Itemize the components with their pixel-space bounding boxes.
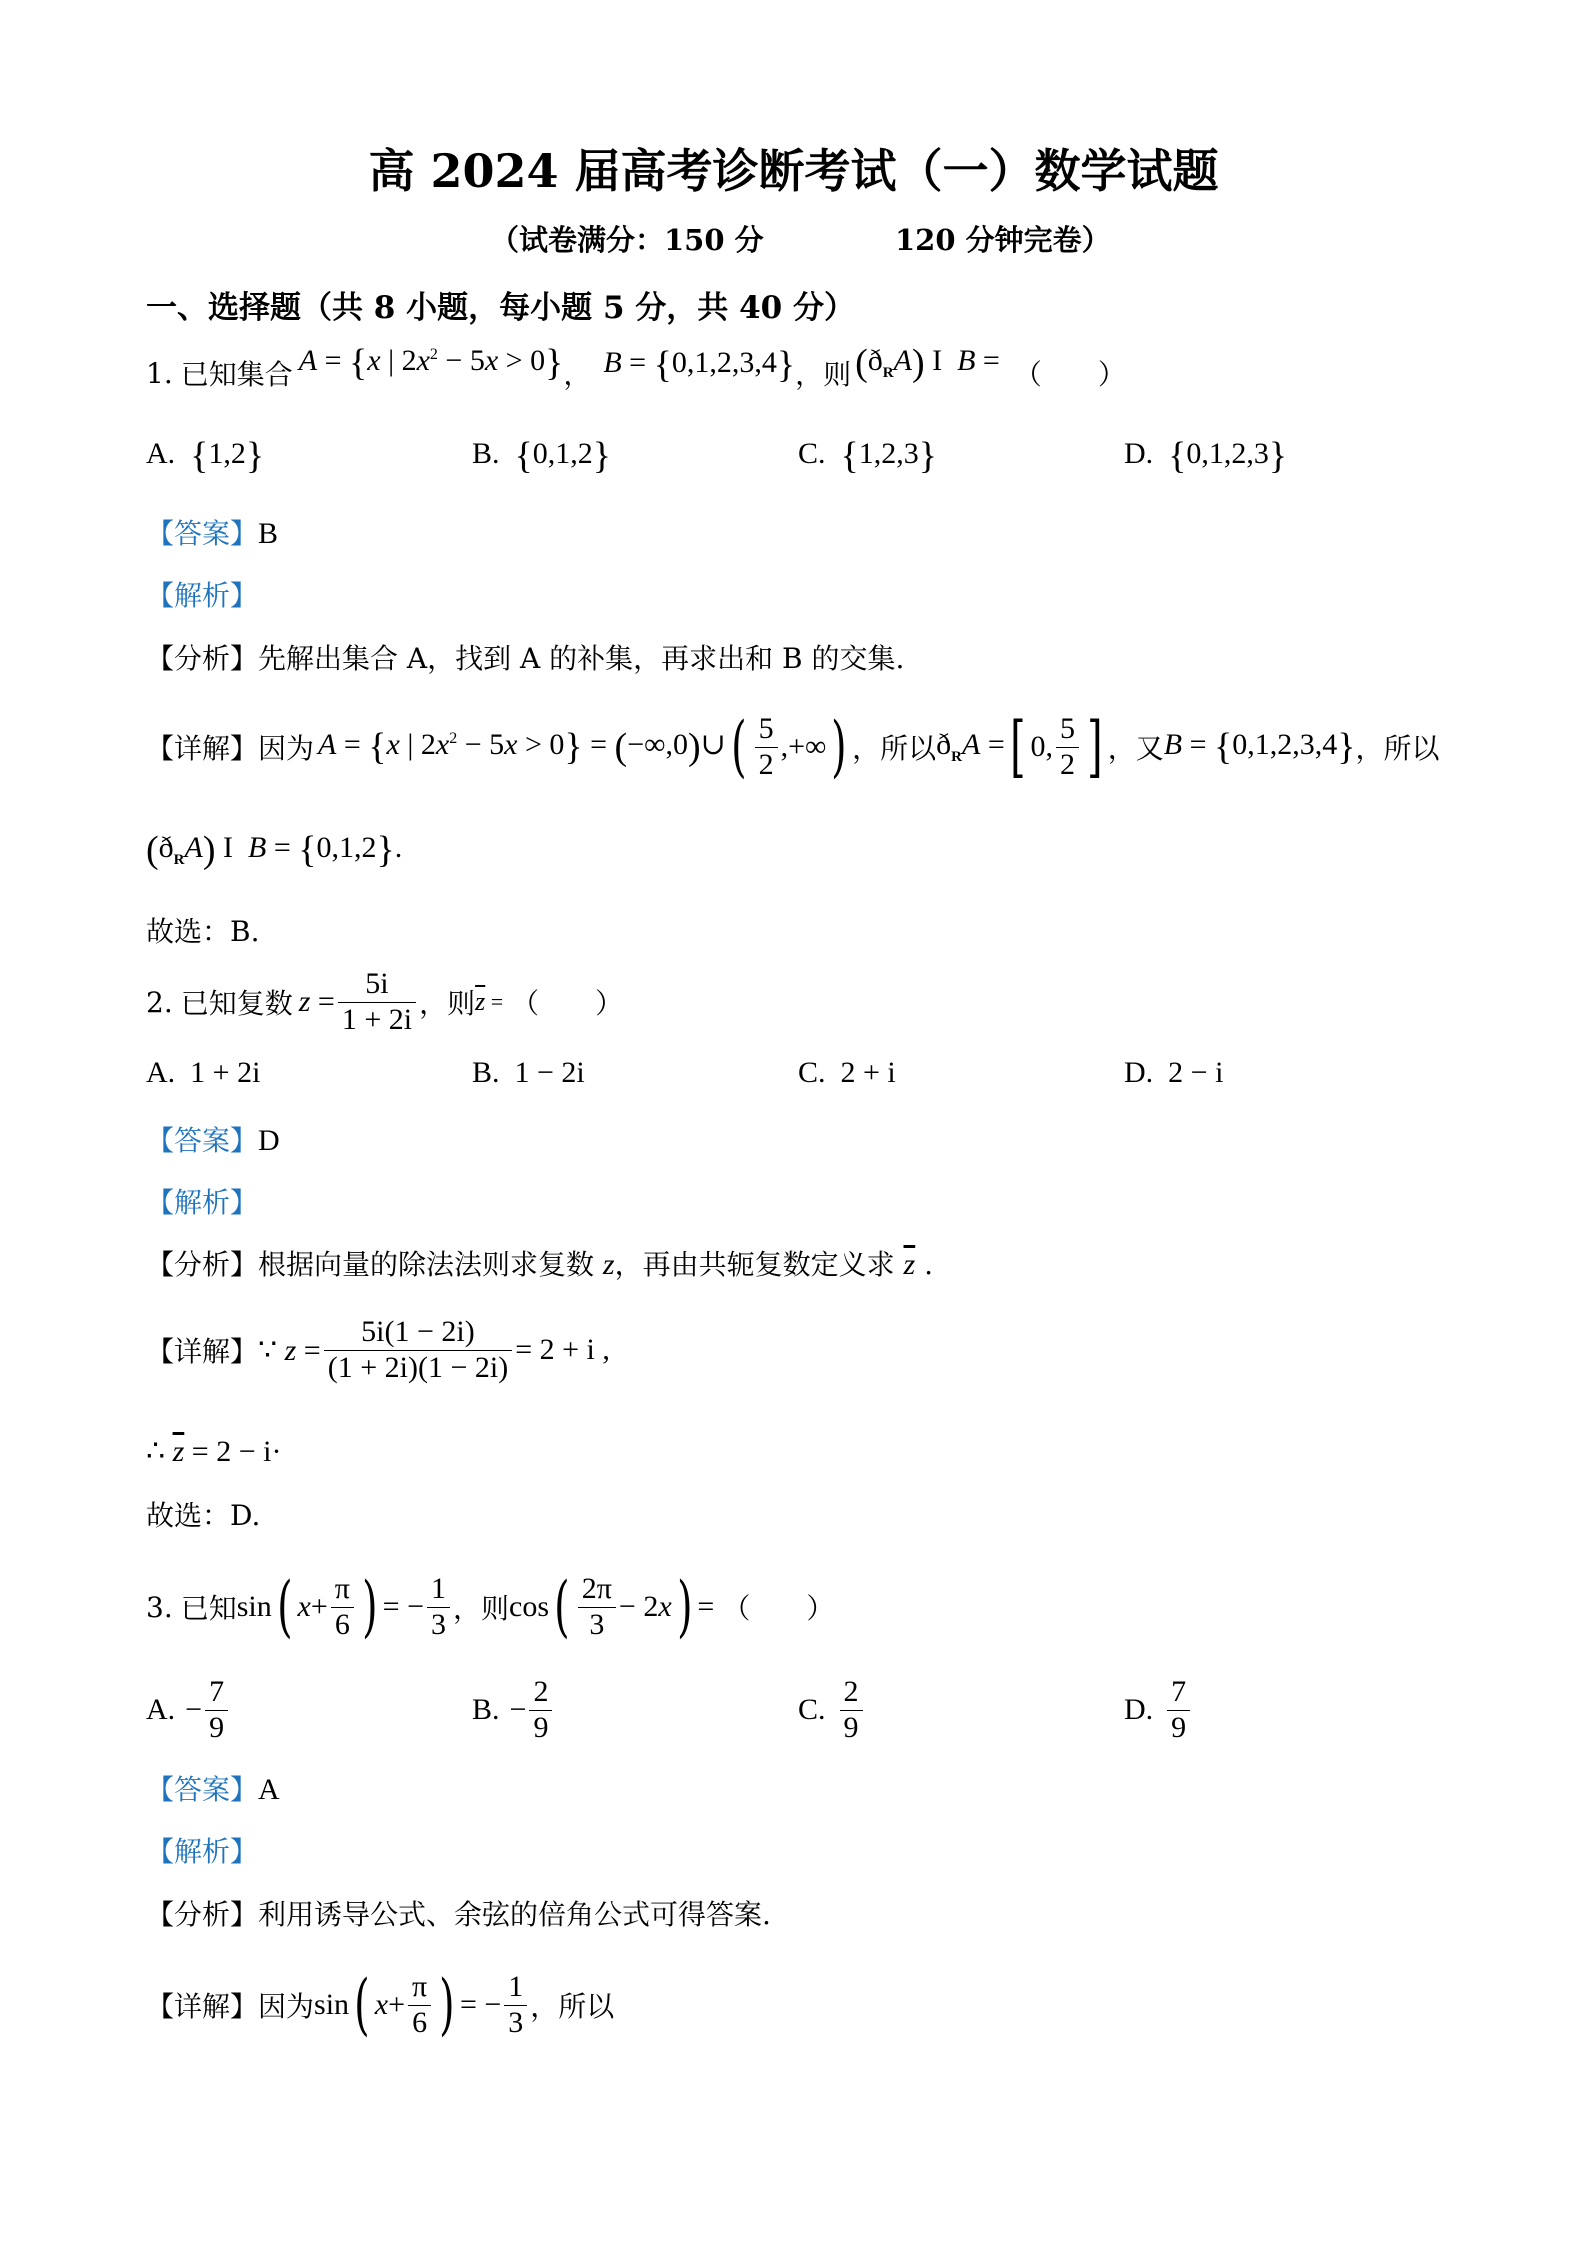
q1-blank: （ ） bbox=[1013, 358, 1126, 391]
q1-option-c: C. {1,2,3} bbox=[798, 435, 938, 477]
q2-option-b: B. 1 − 2i bbox=[472, 1056, 585, 1089]
q1-number: 1. bbox=[146, 356, 173, 390]
q2-option-a: A. 1 + 2i bbox=[146, 1056, 261, 1089]
q1-option-d: D. {0,1,2,3} bbox=[1124, 435, 1288, 477]
q1-answer: 【答案】B bbox=[146, 517, 279, 550]
subtitle-score: （试卷满分：150 分 bbox=[490, 223, 764, 257]
q2-detail-line1: 【详解】 ∵ z = $\frac{5i(1 - 2i)}{(1 + 2i)(1 - 2i)}$ = 2 + i , bbox=[146, 1315, 610, 1384]
q1-detail-line2: $(ð_RA)$ I B = {0,1,2}. bbox=[146, 829, 403, 871]
q3-answer: 【答案】A bbox=[146, 1773, 280, 1806]
q1-conclusion: 故选：B. bbox=[146, 915, 260, 948]
q2-fenxi: 【分析】根据向量的除法法则求复数 z，再由共轭复数定义求 $\overline{z}$ . bbox=[146, 1248, 934, 1281]
q1-then: ，则 bbox=[795, 358, 852, 391]
q1-setA: A = {x | $2x^2 - 5x > 0$} bbox=[298, 342, 564, 384]
q3-option-c: C. $\frac{2}{9}$ bbox=[798, 1670, 866, 1750]
q1-option-b: B. {0,1,2} bbox=[472, 435, 612, 477]
q3-jiexi: 【解析】 bbox=[146, 1835, 259, 1868]
q2-option-c: C. 2 + i bbox=[798, 1056, 896, 1089]
q2-option-d: D. 2 − i bbox=[1124, 1056, 1224, 1089]
q2-detail-line2: ∴ $\overline{z} = 2 - i\cdot$ bbox=[146, 1435, 282, 1468]
q1-option-a: A. {1,2} bbox=[146, 435, 265, 477]
q3-fenxi: 【分析】利用诱导公式、余弦的倍角公式可得答案. bbox=[146, 1898, 771, 1931]
q1-fenxi: 【分析】先解出集合 A，找到 A 的补集，再求出和 B 的交集. bbox=[146, 642, 905, 675]
q3-detail-line1: 【详解】 因为 sin ( x + $\frac{\pi}{6}$ ) = − $\frac{1}{3}$ ，所以 bbox=[146, 1966, 615, 2043]
section-heading: 一、选择题（共 8 小题，每小题 5 分，共 40 分） bbox=[146, 290, 856, 326]
q3-option-b: B. − $\frac{2}{9}$ bbox=[472, 1670, 555, 1750]
q3-option-d: D. $\frac{7}{9}$ bbox=[1124, 1670, 1193, 1750]
subtitle-time: 120 分钟完卷） bbox=[895, 223, 1111, 257]
q2-answer: 【答案】D bbox=[146, 1124, 280, 1157]
q1-stem: 1. 已知集合 A = {x | $2x^2 - 5x > 0$} ， B = {0,1,2,3,4} ，则 $(ð_RA)$ I B = （ ） bbox=[146, 342, 1126, 391]
q1-prefix: 已知集合 bbox=[180, 358, 293, 391]
q3-option-a: A. − $\frac{7}{9}$ bbox=[146, 1670, 231, 1750]
q1-jiexi: 【解析】 bbox=[146, 579, 259, 612]
q1-detail-line1: 【详解】 因为 A = {x | $2x^2 - 5x > 0$} = (−∞,0)∪ ( $\frac{5}{2}$ ,+∞ ) ，所以 $ð_RA$ = [ 0, $\frac{5}{2}$ ] ，又 B = {0,1,2,3,4} ，所以 bbox=[146, 708, 1440, 785]
q1-expr: $(ð_RA)$ I B = bbox=[855, 342, 1000, 384]
q2-conclusion: 故选：D. bbox=[146, 1499, 261, 1532]
q2-stem: 2. 已知复数 z = $\frac{5i}{1 + 2i}$ ，则 $\overline{z}$ = （ ） bbox=[146, 967, 624, 1036]
q3-stem: 3. 已知 sin ( x + $\frac{\pi}{6}$ ) = − $\frac{1}{3}$ ，则 cos ( $\frac{2\pi}{3}$ − 2x ) = （ ） bbox=[146, 1568, 835, 1645]
q1-setB: B = {0,1,2,3,4} bbox=[603, 344, 796, 386]
q2-jiexi: 【解析】 bbox=[146, 1186, 259, 1219]
page-title: 高 2024 届高考诊断考试（一）数学试题 bbox=[368, 144, 1219, 198]
